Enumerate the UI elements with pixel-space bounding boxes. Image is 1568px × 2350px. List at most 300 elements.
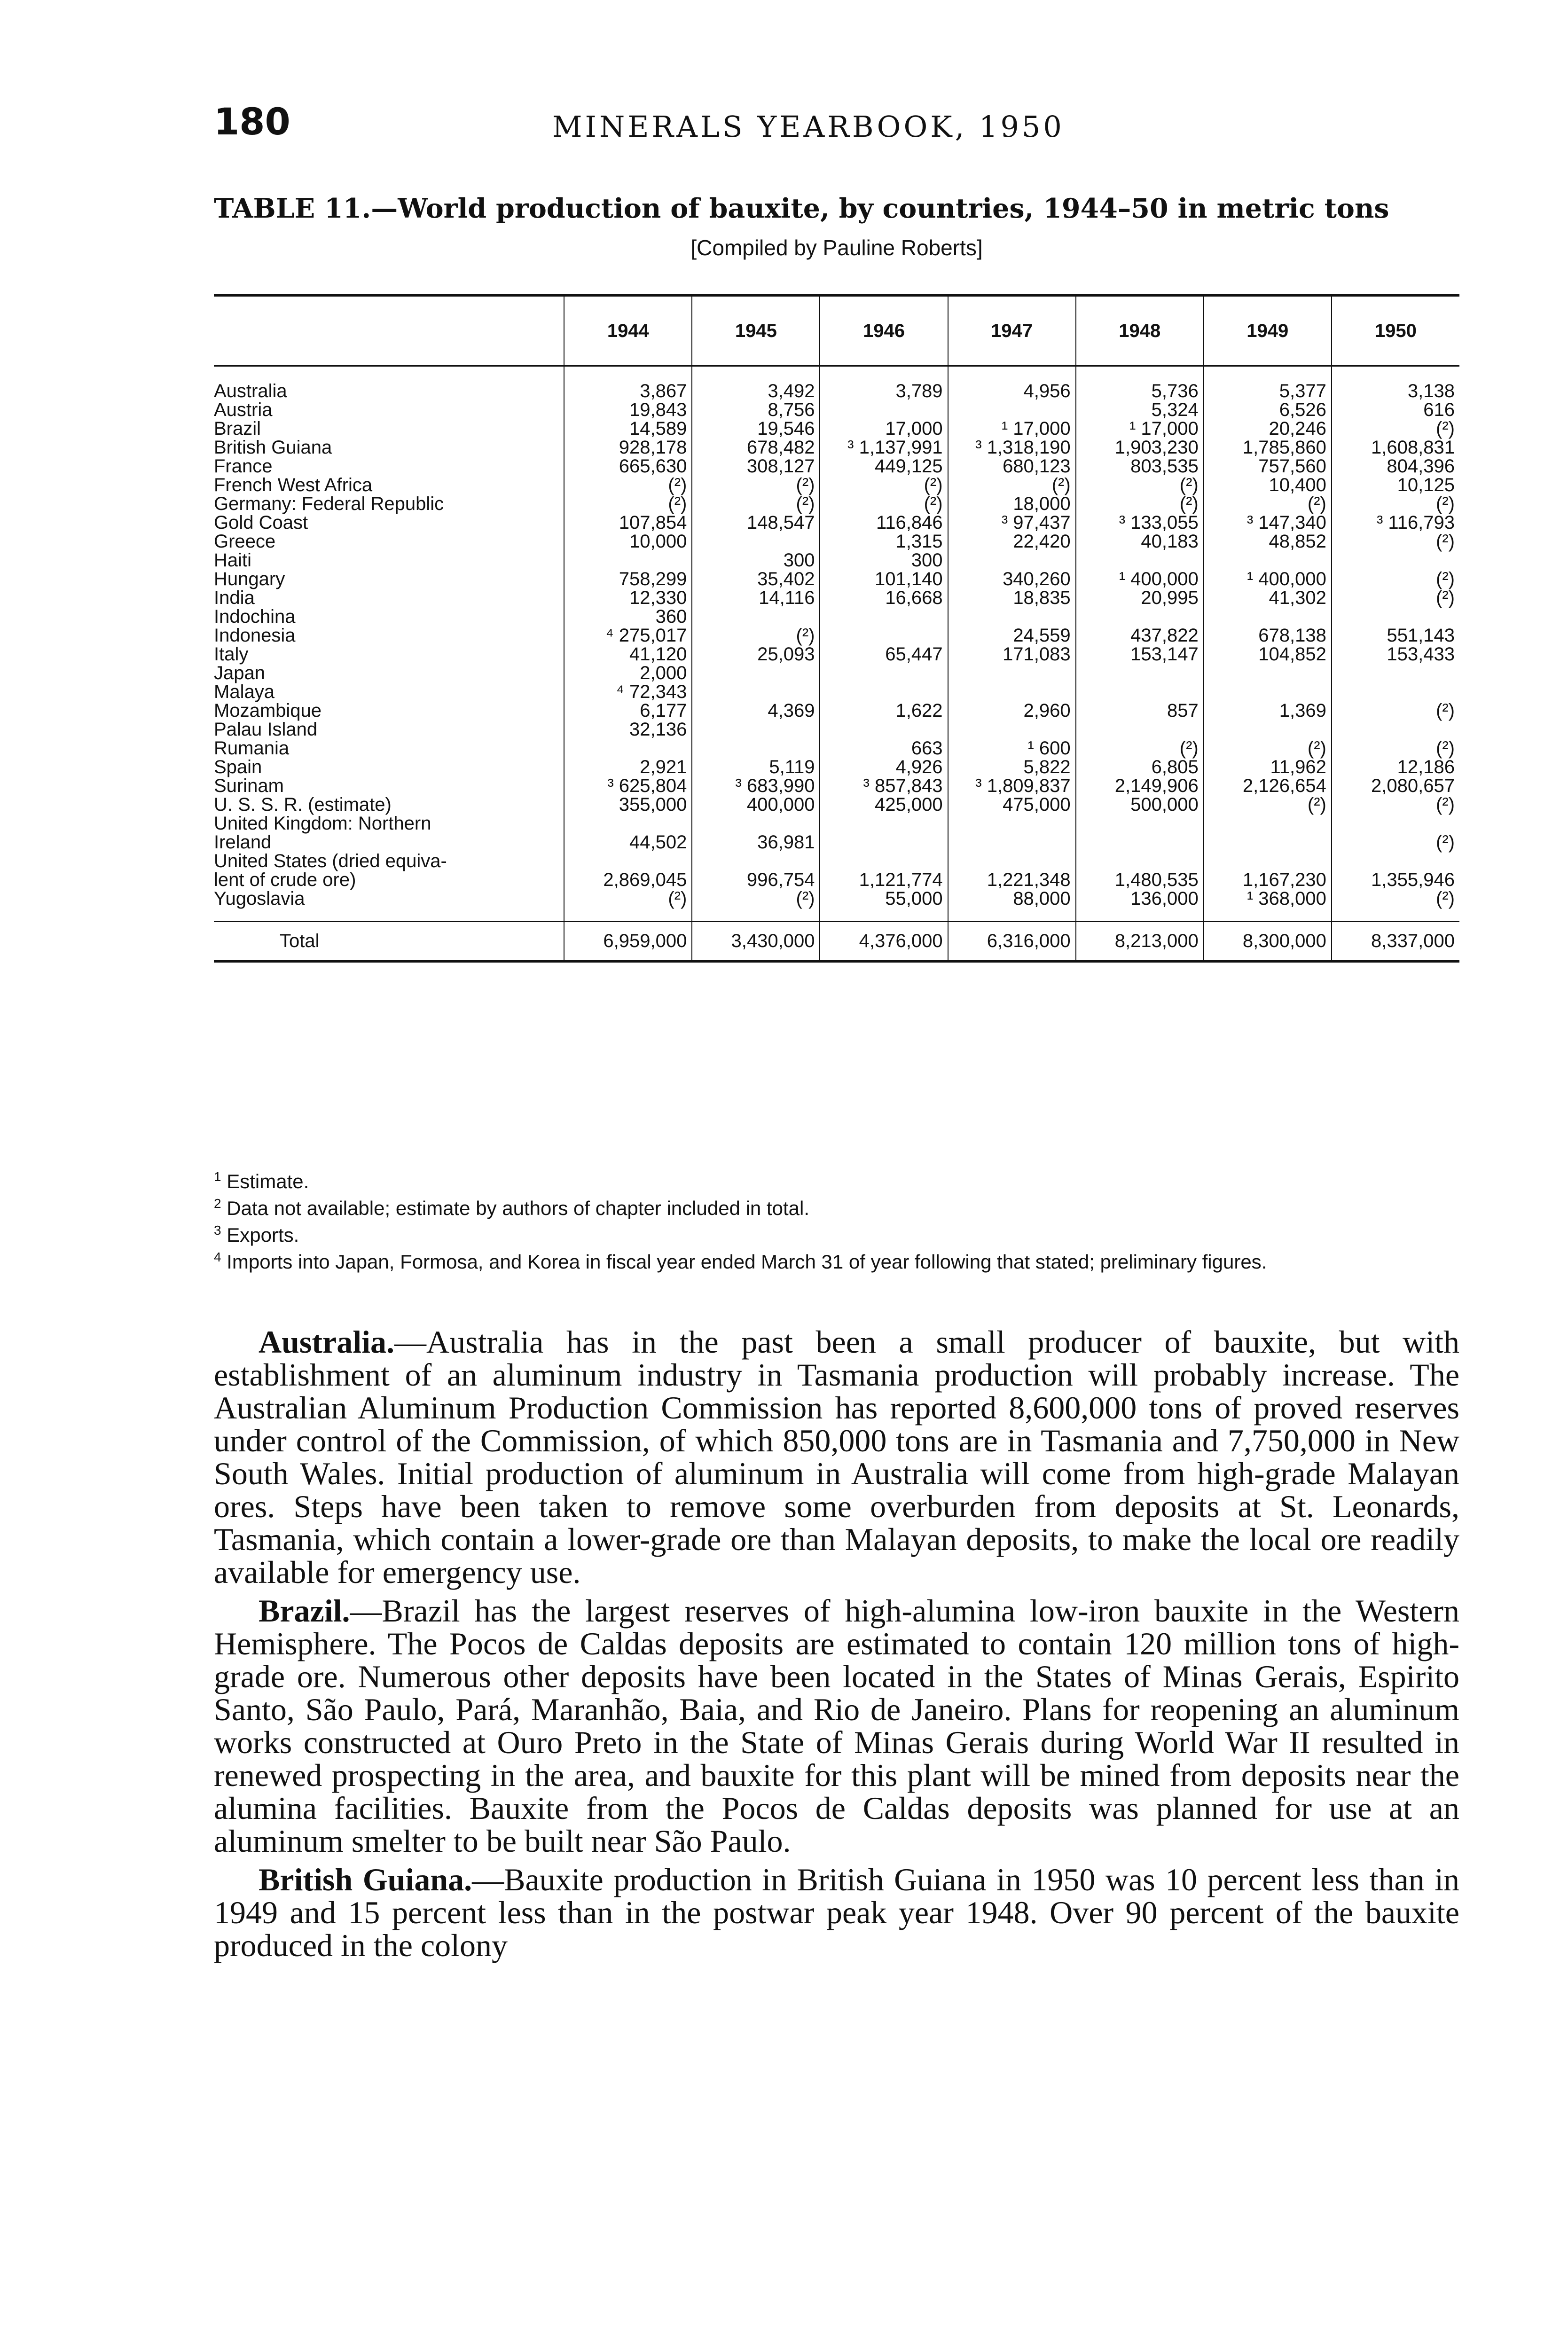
paragraph bbox=[214, 1863, 1459, 1962]
value-cell: (²) bbox=[1204, 739, 1332, 758]
value-cell bbox=[1332, 852, 1459, 870]
country-cell: Japan bbox=[214, 662, 265, 683]
country-cell: Malaya bbox=[214, 681, 274, 702]
table-row bbox=[214, 889, 1459, 922]
value-cell: 55,000 bbox=[820, 889, 948, 922]
value-cell: 20,246 bbox=[1204, 419, 1332, 438]
footnote bbox=[214, 1246, 1459, 1273]
table-row bbox=[214, 457, 1459, 476]
value-cell: 1,369 bbox=[1204, 701, 1332, 720]
value-cell: 18,835 bbox=[948, 588, 1076, 607]
footnotes bbox=[214, 1166, 1459, 1273]
footnote bbox=[214, 1192, 1459, 1219]
value-cell: ⁴ 275,017 bbox=[564, 626, 692, 645]
value-cell: 300 bbox=[692, 551, 820, 570]
value-cell: 116,846 bbox=[820, 513, 948, 532]
value-cell: 1,785,860 bbox=[1204, 438, 1332, 457]
value-cell: (²) bbox=[1076, 476, 1204, 494]
value-cell: (²) bbox=[692, 889, 820, 922]
value-cell: 475,000 bbox=[948, 795, 1076, 814]
value-cell: 758,299 bbox=[564, 570, 692, 588]
total-value-cell: 8,337,000 bbox=[1332, 922, 1459, 961]
value-cell: 2,080,657 bbox=[1332, 776, 1459, 795]
value-cell: 48,852 bbox=[1204, 532, 1332, 551]
value-cell: 6,805 bbox=[1076, 758, 1204, 776]
country-cell: United Kingdom: Northern bbox=[214, 813, 431, 834]
value-cell: 5,822 bbox=[948, 758, 1076, 776]
value-cell: 2,000 bbox=[564, 664, 692, 682]
header-country-cell bbox=[214, 295, 564, 366]
value-cell bbox=[1332, 607, 1459, 626]
value-cell: 4,369 bbox=[692, 701, 820, 720]
country-cell: Spain bbox=[214, 756, 262, 777]
value-cell: (²) bbox=[820, 494, 948, 513]
running-title: MINERALS YEARBOOK, 1950 bbox=[552, 110, 1065, 144]
value-cell: 2,869,045 bbox=[564, 870, 692, 889]
country-cell: Hungary bbox=[214, 568, 285, 589]
footnote-mark: 1 bbox=[214, 1169, 221, 1184]
table-row bbox=[214, 870, 1459, 889]
value-cell: 300 bbox=[820, 551, 948, 570]
value-cell bbox=[692, 814, 820, 833]
value-cell bbox=[692, 852, 820, 870]
country-cell: Haiti bbox=[214, 549, 252, 571]
value-cell: 6,526 bbox=[1204, 400, 1332, 419]
table-row bbox=[214, 645, 1459, 664]
table-row bbox=[214, 776, 1459, 795]
value-cell: 1,221,348 bbox=[948, 870, 1076, 889]
value-cell: (²) bbox=[1332, 570, 1459, 588]
value-cell: 14,589 bbox=[564, 419, 692, 438]
value-cell: (²) bbox=[1332, 833, 1459, 852]
value-cell bbox=[1076, 720, 1204, 739]
value-cell: 757,560 bbox=[1204, 457, 1332, 476]
country-cell: Rumania bbox=[214, 737, 290, 759]
country-cell: Austria bbox=[214, 399, 273, 420]
value-cell bbox=[1332, 551, 1459, 570]
value-cell: ³ 97,437 bbox=[948, 513, 1076, 532]
value-cell: 14,116 bbox=[692, 588, 820, 607]
value-cell: 551,143 bbox=[1332, 626, 1459, 645]
value-cell bbox=[1204, 833, 1332, 852]
value-cell bbox=[1332, 682, 1459, 701]
value-cell: 3,789 bbox=[820, 366, 948, 400]
footnote bbox=[214, 1166, 1459, 1192]
body-text bbox=[214, 1325, 1459, 1967]
country-cell: British Guiana bbox=[214, 437, 332, 458]
paragraph-lead: Brazil. bbox=[259, 1593, 350, 1629]
value-cell: 12,186 bbox=[1332, 758, 1459, 776]
table-row bbox=[214, 682, 1459, 701]
year-header: 1950 bbox=[1332, 295, 1459, 366]
value-cell: (²) bbox=[1076, 494, 1204, 513]
value-cell: 360 bbox=[564, 607, 692, 626]
paragraph bbox=[214, 1325, 1459, 1589]
paragraph-lead: British Guiana. bbox=[259, 1862, 472, 1897]
value-cell bbox=[692, 664, 820, 682]
table-row bbox=[214, 366, 1459, 400]
value-cell: (²) bbox=[1204, 795, 1332, 814]
value-cell bbox=[1076, 833, 1204, 852]
value-cell: 5,119 bbox=[692, 758, 820, 776]
country-cell: Brazil bbox=[214, 418, 261, 439]
table-row bbox=[214, 419, 1459, 438]
total-value-cell: 8,300,000 bbox=[1204, 922, 1332, 961]
value-cell bbox=[692, 739, 820, 758]
value-cell: ³ 133,055 bbox=[1076, 513, 1204, 532]
value-cell: 101,140 bbox=[820, 570, 948, 588]
table-row bbox=[214, 400, 1459, 419]
value-cell: 44,502 bbox=[564, 833, 692, 852]
value-cell bbox=[1076, 814, 1204, 833]
value-cell: 12,330 bbox=[564, 588, 692, 607]
value-cell: 40,183 bbox=[1076, 532, 1204, 551]
value-cell: 8,756 bbox=[692, 400, 820, 419]
value-cell: 3,138 bbox=[1332, 366, 1459, 400]
paragraph-lead: Australia. bbox=[259, 1324, 394, 1360]
table-compiled-by: [Compiled by Pauline Roberts] bbox=[690, 235, 983, 260]
value-cell: 425,000 bbox=[820, 795, 948, 814]
value-cell: 4,956 bbox=[948, 366, 1076, 400]
footnote-text: Estimate. bbox=[227, 1170, 309, 1192]
value-cell bbox=[948, 833, 1076, 852]
value-cell: 996,754 bbox=[692, 870, 820, 889]
value-cell: 437,822 bbox=[1076, 626, 1204, 645]
value-cell: 1,315 bbox=[820, 532, 948, 551]
value-cell bbox=[564, 551, 692, 570]
value-cell bbox=[1204, 852, 1332, 870]
value-cell: 804,396 bbox=[1332, 457, 1459, 476]
table-row bbox=[214, 720, 1459, 739]
value-cell: 1,121,774 bbox=[820, 870, 948, 889]
table-row bbox=[214, 701, 1459, 720]
value-cell bbox=[1204, 664, 1332, 682]
value-cell bbox=[1204, 551, 1332, 570]
value-cell: 5,324 bbox=[1076, 400, 1204, 419]
page-number: 180 bbox=[214, 101, 290, 143]
value-cell bbox=[948, 852, 1076, 870]
value-cell: 680,123 bbox=[948, 457, 1076, 476]
value-cell: ¹ 400,000 bbox=[1076, 570, 1204, 588]
value-cell bbox=[948, 607, 1076, 626]
production-table bbox=[214, 294, 1459, 963]
year-header: 1944 bbox=[564, 295, 692, 366]
value-cell: 857 bbox=[1076, 701, 1204, 720]
table-row bbox=[214, 664, 1459, 682]
value-cell: 5,377 bbox=[1204, 366, 1332, 400]
value-cell: 663 bbox=[820, 739, 948, 758]
table-row bbox=[214, 551, 1459, 570]
total-value-cell: 4,376,000 bbox=[820, 922, 948, 961]
country-cell: Germany: Federal Republic bbox=[214, 493, 444, 514]
paragraph-text: —Bauxite production in British Guiana in 1950 was 10 percent less than in 1949 and 15 percent less than in the postwar peak year 1948. Over 90 percent of the bauxite produced in the colony bbox=[214, 1862, 1459, 1963]
value-cell bbox=[948, 664, 1076, 682]
value-cell bbox=[1332, 720, 1459, 739]
table-title: TABLE 11.—World production of bauxite, by countries, 1944–50 in metric tons bbox=[214, 193, 1389, 224]
value-cell bbox=[1204, 814, 1332, 833]
value-cell: 19,843 bbox=[564, 400, 692, 419]
value-cell: 18,000 bbox=[948, 494, 1076, 513]
value-cell: ¹ 600 bbox=[948, 739, 1076, 758]
value-cell bbox=[692, 607, 820, 626]
table-row bbox=[214, 626, 1459, 645]
total-label: Total bbox=[214, 922, 564, 961]
value-cell bbox=[948, 551, 1076, 570]
value-cell bbox=[692, 682, 820, 701]
value-cell bbox=[1076, 607, 1204, 626]
value-cell bbox=[692, 720, 820, 739]
total-value-cell: 6,316,000 bbox=[948, 922, 1076, 961]
table-body bbox=[214, 366, 1459, 961]
country-cell: France bbox=[214, 455, 273, 477]
value-cell: 400,000 bbox=[692, 795, 820, 814]
value-cell bbox=[564, 852, 692, 870]
year-header: 1949 bbox=[1204, 295, 1332, 366]
country-cell: United States (dried equiva- bbox=[214, 850, 447, 871]
table-row bbox=[214, 739, 1459, 758]
value-cell bbox=[1332, 664, 1459, 682]
value-cell bbox=[692, 532, 820, 551]
value-cell: 148,547 bbox=[692, 513, 820, 532]
footnote-text: Exports. bbox=[227, 1224, 299, 1246]
value-cell: 1,903,230 bbox=[1076, 438, 1204, 457]
country-cell: Indonesia bbox=[214, 625, 296, 646]
value-cell: 136,000 bbox=[1076, 889, 1204, 922]
paragraph-text: —Brazil has the largest reserves of high-alumina low-iron bauxite in the Western Hemisphere. The Pocos de Caldas deposits are estimated to contain 120 million tons of high-grade ore. Numerous other deposits have been located in the States of Minas Gerais, Espirito Santo, São Paulo, Pará, Maranhão, Baia, and Rio de Janeiro. Plans for reopening an aluminum works constructed at Ouro Preto in the State of Minas Gerais during World War II resulted in renewed prospecting in the area, and bauxite for this plant will be mined from deposits near the alumina facilities. Bauxite from the Pocos de Caldas deposits was planned for use at an aluminum smelter to be built near São Paulo. bbox=[214, 1593, 1459, 1859]
value-cell: 5,736 bbox=[1076, 366, 1204, 400]
footnote-mark: 3 bbox=[214, 1223, 221, 1238]
value-cell bbox=[1204, 607, 1332, 626]
country-cell: Mozambique bbox=[214, 700, 322, 721]
table-row bbox=[214, 833, 1459, 852]
value-cell: ¹ 400,000 bbox=[1204, 570, 1332, 588]
value-cell bbox=[820, 852, 948, 870]
paragraph bbox=[214, 1594, 1459, 1857]
table-row bbox=[214, 814, 1459, 833]
year-header: 1947 bbox=[948, 295, 1076, 366]
value-cell bbox=[820, 664, 948, 682]
country-cell: Indochina bbox=[214, 606, 296, 627]
value-cell bbox=[564, 814, 692, 833]
total-row bbox=[214, 922, 1459, 961]
value-cell: 3,492 bbox=[692, 366, 820, 400]
value-cell: 17,000 bbox=[820, 419, 948, 438]
value-cell: (²) bbox=[1332, 419, 1459, 438]
value-cell: 88,000 bbox=[948, 889, 1076, 922]
value-cell bbox=[1076, 852, 1204, 870]
value-cell: (²) bbox=[948, 476, 1076, 494]
value-cell: 616 bbox=[1332, 400, 1459, 419]
value-cell bbox=[820, 720, 948, 739]
value-cell: 107,854 bbox=[564, 513, 692, 532]
value-cell bbox=[820, 400, 948, 419]
table-row bbox=[214, 795, 1459, 814]
country-cell: India bbox=[214, 587, 255, 608]
country-cell: Palau Island bbox=[214, 719, 318, 740]
value-cell: 11,962 bbox=[1204, 758, 1332, 776]
value-cell bbox=[1204, 682, 1332, 701]
value-cell: ³ 116,793 bbox=[1332, 513, 1459, 532]
table-row bbox=[214, 570, 1459, 588]
value-cell bbox=[1076, 664, 1204, 682]
table-row bbox=[214, 852, 1459, 870]
value-cell: 41,302 bbox=[1204, 588, 1332, 607]
footnote bbox=[214, 1219, 1459, 1246]
value-cell: (²) bbox=[1332, 532, 1459, 551]
value-cell bbox=[948, 720, 1076, 739]
value-cell: 1,480,535 bbox=[1076, 870, 1204, 889]
paragraph-text: —Australia has in the past been a small producer of bauxite, but with establishment of an aluminum industry in Tasmania production will probably increase. The Australian Aluminum Production Commission has reported 8,600,000 tons of proved reserves under control of the Commission, of which 850,000 tons are in Tasmania and 7,750,000 in New South Wales. Initial production of aluminum in Australia will come from high-grade Malayan ores. Steps have been taken to remove some overburden from deposits at St. Leonards, Tasmania, which contain a lower-grade ore than Malayan deposits, to make the local ore readily available for emergency use. bbox=[214, 1324, 1459, 1590]
value-cell bbox=[820, 814, 948, 833]
value-cell bbox=[820, 833, 948, 852]
value-cell: (²) bbox=[820, 476, 948, 494]
bauxite-table bbox=[214, 294, 1459, 963]
running-header bbox=[214, 101, 1459, 153]
value-cell: (²) bbox=[1332, 739, 1459, 758]
country-cell: Surinam bbox=[214, 775, 284, 796]
value-cell: ³ 147,340 bbox=[1204, 513, 1332, 532]
country-cell: French West Africa bbox=[214, 474, 373, 495]
value-cell: ³ 625,804 bbox=[564, 776, 692, 795]
country-cell: Gold Coast bbox=[214, 512, 308, 533]
year-header: 1946 bbox=[820, 295, 948, 366]
value-cell: (²) bbox=[692, 494, 820, 513]
value-cell: 308,127 bbox=[692, 457, 820, 476]
value-cell bbox=[948, 814, 1076, 833]
value-cell: 1,622 bbox=[820, 701, 948, 720]
value-cell bbox=[1332, 814, 1459, 833]
country-cell: Italy bbox=[214, 643, 249, 665]
country-cell: Ireland bbox=[214, 831, 272, 853]
value-cell: (²) bbox=[692, 476, 820, 494]
value-cell: 6,177 bbox=[564, 701, 692, 720]
table-row bbox=[214, 588, 1459, 607]
value-cell: 678,482 bbox=[692, 438, 820, 457]
value-cell: 3,867 bbox=[564, 366, 692, 400]
value-cell: 2,921 bbox=[564, 758, 692, 776]
value-cell: 153,147 bbox=[1076, 645, 1204, 664]
value-cell: 449,125 bbox=[820, 457, 948, 476]
value-cell: (²) bbox=[1332, 494, 1459, 513]
value-cell: 2,149,906 bbox=[1076, 776, 1204, 795]
value-cell: (²) bbox=[692, 626, 820, 645]
value-cell: 104,852 bbox=[1204, 645, 1332, 664]
value-cell: 1,355,946 bbox=[1332, 870, 1459, 889]
value-cell: 928,178 bbox=[564, 438, 692, 457]
value-cell: 65,447 bbox=[820, 645, 948, 664]
value-cell: 665,630 bbox=[564, 457, 692, 476]
total-value-cell: 6,959,000 bbox=[564, 922, 692, 961]
value-cell: 16,668 bbox=[820, 588, 948, 607]
value-cell: (²) bbox=[1332, 701, 1459, 720]
value-cell: 10,400 bbox=[1204, 476, 1332, 494]
country-cell: U. S. S. R. (estimate) bbox=[214, 794, 392, 815]
value-cell: ³ 683,990 bbox=[692, 776, 820, 795]
footnote-text: Data not available; estimate by authors of chapter included in total. bbox=[227, 1197, 809, 1219]
country-cell: Greece bbox=[214, 531, 276, 552]
value-cell: 20,995 bbox=[1076, 588, 1204, 607]
value-cell: 24,559 bbox=[948, 626, 1076, 645]
value-cell: 36,981 bbox=[692, 833, 820, 852]
value-cell bbox=[1204, 720, 1332, 739]
table-row bbox=[214, 758, 1459, 776]
value-cell: (²) bbox=[1332, 889, 1459, 922]
value-cell: 340,260 bbox=[948, 570, 1076, 588]
total-value-cell: 3,430,000 bbox=[692, 922, 820, 961]
country-cell: Yugoslavia bbox=[214, 888, 305, 909]
table-row bbox=[214, 532, 1459, 551]
value-cell: 41,120 bbox=[564, 645, 692, 664]
value-cell: (²) bbox=[1076, 739, 1204, 758]
value-cell: ³ 1,809,837 bbox=[948, 776, 1076, 795]
value-cell: 2,126,654 bbox=[1204, 776, 1332, 795]
value-cell bbox=[820, 626, 948, 645]
footnote-text: Imports into Japan, Formosa, and Korea in fiscal year ended March 31 of year following that stated; preliminary figures. bbox=[227, 1251, 1267, 1273]
value-cell: ¹ 368,000 bbox=[1204, 889, 1332, 922]
value-cell: 1,608,831 bbox=[1332, 438, 1459, 457]
value-cell bbox=[564, 739, 692, 758]
country-cell: lent of crude ore) bbox=[214, 869, 356, 890]
value-cell: 4,926 bbox=[820, 758, 948, 776]
value-cell: 35,402 bbox=[692, 570, 820, 588]
value-cell: ³ 857,843 bbox=[820, 776, 948, 795]
value-cell: (²) bbox=[564, 889, 692, 922]
table-row bbox=[214, 494, 1459, 513]
table-row bbox=[214, 513, 1459, 532]
footnote-mark: 4 bbox=[214, 1250, 221, 1264]
value-cell: (²) bbox=[1204, 494, 1332, 513]
value-cell bbox=[948, 400, 1076, 419]
value-cell bbox=[820, 682, 948, 701]
value-cell: ³ 1,137,991 bbox=[820, 438, 948, 457]
value-cell bbox=[1076, 682, 1204, 701]
value-cell bbox=[948, 682, 1076, 701]
value-cell: 355,000 bbox=[564, 795, 692, 814]
value-cell: 678,138 bbox=[1204, 626, 1332, 645]
value-cell: ³ 1,318,190 bbox=[948, 438, 1076, 457]
value-cell: 500,000 bbox=[1076, 795, 1204, 814]
value-cell: 1,167,230 bbox=[1204, 870, 1332, 889]
value-cell: 803,535 bbox=[1076, 457, 1204, 476]
footnote-mark: 2 bbox=[214, 1196, 221, 1211]
value-cell: 10,000 bbox=[564, 532, 692, 551]
total-value-cell: 8,213,000 bbox=[1076, 922, 1204, 961]
value-cell: ⁴ 72,343 bbox=[564, 682, 692, 701]
value-cell: 19,546 bbox=[692, 419, 820, 438]
value-cell: 10,125 bbox=[1332, 476, 1459, 494]
value-cell: 25,093 bbox=[692, 645, 820, 664]
table-row bbox=[214, 476, 1459, 494]
year-header: 1945 bbox=[692, 295, 820, 366]
value-cell: (²) bbox=[564, 476, 692, 494]
value-cell: (²) bbox=[1332, 795, 1459, 814]
value-cell: 153,433 bbox=[1332, 645, 1459, 664]
table-row bbox=[214, 438, 1459, 457]
value-cell bbox=[820, 607, 948, 626]
value-cell: (²) bbox=[564, 494, 692, 513]
country-cell: Australia bbox=[214, 380, 287, 401]
value-cell: (²) bbox=[1332, 588, 1459, 607]
value-cell: 32,136 bbox=[564, 720, 692, 739]
value-cell: 171,083 bbox=[948, 645, 1076, 664]
value-cell: 2,960 bbox=[948, 701, 1076, 720]
value-cell bbox=[1076, 551, 1204, 570]
year-header: 1948 bbox=[1076, 295, 1204, 366]
value-cell: ¹ 17,000 bbox=[948, 419, 1076, 438]
table-row bbox=[214, 607, 1459, 626]
value-cell: ¹ 17,000 bbox=[1076, 419, 1204, 438]
value-cell: 22,420 bbox=[948, 532, 1076, 551]
